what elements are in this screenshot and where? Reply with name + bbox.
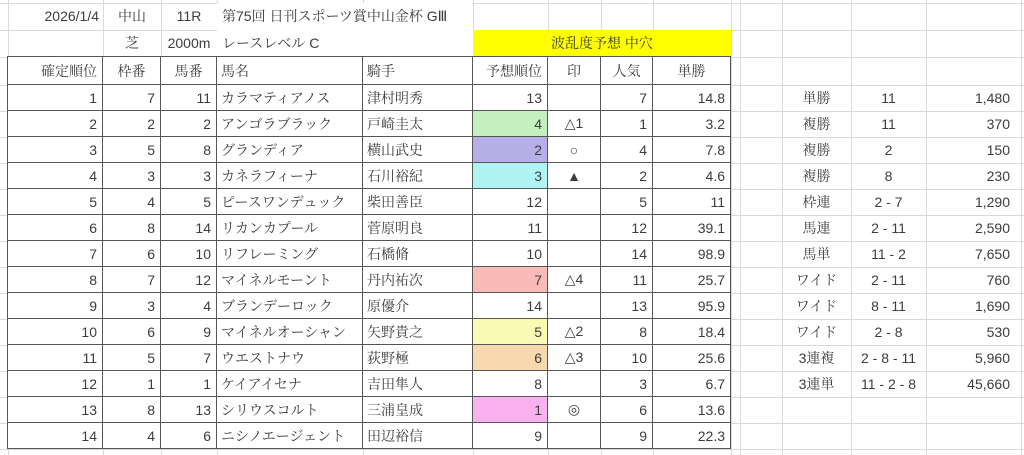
cell-jockey[interactable]: 戸崎圭太 (363, 111, 473, 137)
cell-horse-name[interactable]: ケイアイセナ (217, 371, 363, 397)
payout-amount-cell[interactable]: 5,960 (974, 350, 1010, 366)
cell-predicted-rank[interactable]: 10 (473, 241, 548, 267)
payout-amount-cell[interactable]: 1,480 (974, 90, 1010, 106)
column-header-popularity[interactable]: 人気 (601, 57, 653, 85)
cell-predicted-rank[interactable]: 6 (473, 345, 548, 371)
cell-mark[interactable]: ○ (548, 137, 601, 163)
cell-popularity[interactable]: 1 (601, 111, 653, 137)
cell-predicted-rank[interactable]: 1 (473, 397, 548, 423)
cell-mark[interactable] (548, 85, 601, 111)
results-table (7, 56, 731, 449)
surface-cell[interactable]: 芝 (125, 35, 139, 51)
prediction-banner[interactable]: 波乱度予想 中穴 (473, 30, 731, 57)
distance-cell[interactable]: 2000m (167, 35, 211, 51)
cell-mark[interactable]: △3 (548, 345, 601, 371)
grid-vline (740, 0, 741, 455)
cell-mark[interactable]: △2 (548, 319, 601, 345)
cell-jockey[interactable]: 矢野貴之 (363, 319, 473, 345)
payout-type-cell[interactable]: 3連単 (798, 376, 835, 392)
cell-horse-name[interactable]: シリウスコルト (217, 397, 363, 423)
payout-amount-cell[interactable]: 760 (986, 272, 1010, 288)
payout-amount-cell[interactable]: 370 (986, 116, 1010, 132)
payout-type-cell[interactable]: 3連複 (798, 350, 835, 366)
cell-popularity[interactable]: 2 (601, 163, 653, 189)
payout-type-cell[interactable]: ワイド (795, 324, 838, 340)
cell-jockey[interactable]: 丹内祐次 (363, 267, 473, 293)
cell-horse-number[interactable]: 2 (161, 111, 217, 137)
cell-horse-number[interactable]: 11 (161, 85, 217, 111)
cell-predicted-rank[interactable]: 7 (473, 267, 548, 293)
cell-horse-number[interactable]: 9 (161, 319, 217, 345)
race-number-cell[interactable]: 11R (176, 8, 202, 24)
cell-mark[interactable] (548, 241, 601, 267)
cell-win-odds[interactable]: 18.4 (653, 319, 731, 345)
cell-mark[interactable] (548, 293, 601, 319)
payout-type-cell[interactable]: 馬連 (802, 220, 831, 236)
column-header-horse-number[interactable]: 馬番 (161, 57, 217, 85)
payout-combo-cell[interactable]: 2 - 8 (874, 324, 903, 340)
cell-predicted-rank[interactable]: 4 (473, 111, 548, 137)
payout-type-cell[interactable]: 複勝 (802, 168, 831, 184)
cell-jockey[interactable]: 石川裕紀 (363, 163, 473, 189)
cell-mark[interactable] (548, 215, 601, 241)
track-name-cell[interactable]: 中山 (118, 8, 146, 24)
payout-combo-cell[interactable]: 2 (884, 142, 893, 158)
column-header-jockey[interactable]: 騎手 (363, 57, 473, 85)
cell-horse-number[interactable]: 8 (161, 137, 217, 163)
cell-frame-number[interactable]: 6 (103, 241, 161, 267)
cell-frame-number[interactable]: 7 (103, 267, 161, 293)
cell-jockey[interactable]: 津村明秀 (363, 85, 473, 111)
cell-finish-position[interactable]: 1 (8, 85, 103, 111)
cell-predicted-rank[interactable]: 2 (473, 137, 548, 163)
payout-type-cell[interactable]: 枠連 (802, 194, 831, 210)
cell-predicted-rank[interactable]: 13 (473, 85, 548, 111)
cell-frame-number[interactable]: 3 (103, 293, 161, 319)
cell-finish-position[interactable]: 5 (8, 189, 103, 215)
cell-finish-position[interactable]: 10 (8, 319, 103, 345)
cell-predicted-rank[interactable]: 3 (473, 163, 548, 189)
payout-combo-cell[interactable]: 11 - 2 (871, 246, 906, 262)
grid-vline (1021, 0, 1022, 455)
cell-popularity[interactable]: 4 (601, 137, 653, 163)
cell-popularity[interactable]: 12 (601, 215, 653, 241)
cell-popularity[interactable]: 13 (601, 293, 653, 319)
cell-win-odds[interactable]: 95.9 (653, 293, 731, 319)
cell-win-odds[interactable]: 4.6 (653, 163, 731, 189)
cell-popularity[interactable]: 8 (601, 319, 653, 345)
cell-win-odds[interactable]: 39.1 (653, 215, 731, 241)
cell-popularity[interactable]: 10 (601, 345, 653, 371)
cell-horse-name[interactable]: グランディア (217, 137, 363, 163)
cell-popularity[interactable]: 7 (601, 85, 653, 111)
cell-frame-number[interactable]: 4 (103, 189, 161, 215)
cell-predicted-rank[interactable]: 12 (473, 189, 548, 215)
cell-horse-name[interactable]: マイネルモーント (217, 267, 363, 293)
cell-horse-name[interactable]: アンゴラブラック (217, 111, 363, 137)
cell-jockey[interactable]: 荻野極 (363, 345, 473, 371)
cell-predicted-rank[interactable]: 11 (473, 215, 548, 241)
cell-mark[interactable] (548, 371, 601, 397)
cell-frame-number[interactable]: 7 (103, 85, 161, 111)
payout-combo-cell[interactable]: 8 - 11 (871, 298, 906, 314)
cell-frame-number[interactable]: 1 (103, 371, 161, 397)
payout-combo-cell[interactable]: 8 (884, 168, 893, 184)
cell-win-odds[interactable]: 14.8 (653, 85, 731, 111)
cell-frame-number[interactable]: 3 (103, 163, 161, 189)
race-level-cell[interactable]: レースレベル C (217, 30, 473, 57)
payout-amount-cell[interactable]: 530 (986, 324, 1010, 340)
cell-horse-number[interactable]: 12 (161, 267, 217, 293)
cell-jockey[interactable]: 菅原明良 (363, 215, 473, 241)
cell-finish-position[interactable]: 12 (8, 371, 103, 397)
payout-type-cell[interactable]: 複勝 (802, 142, 831, 158)
payout-amount-cell[interactable]: 45,660 (967, 376, 1010, 392)
cell-mark[interactable]: ▲ (548, 163, 601, 189)
cell-win-odds[interactable]: 25.7 (653, 267, 731, 293)
payout-type-cell[interactable]: ワイド (795, 298, 838, 314)
cell-frame-number[interactable]: 5 (103, 345, 161, 371)
payout-combo-cell[interactable]: 2 - 11 (871, 272, 906, 288)
cell-horse-name[interactable]: リフレーミング (217, 241, 363, 267)
cell-popularity[interactable]: 9 (601, 423, 653, 449)
cell-horse-number[interactable]: 7 (161, 345, 217, 371)
cell-finish-position[interactable]: 14 (8, 423, 103, 449)
cell-horse-number[interactable]: 14 (161, 215, 217, 241)
payout-combo-cell[interactable]: 2 - 11 (871, 220, 906, 236)
cell-finish-position[interactable]: 6 (8, 215, 103, 241)
cell-finish-position[interactable]: 9 (8, 293, 103, 319)
payout-combo-cell[interactable]: 11 - 2 - 8 (861, 376, 916, 392)
grid-vline (731, 0, 732, 455)
payout-amount-cell[interactable]: 1,290 (974, 194, 1010, 210)
cell-horse-number[interactable]: 10 (161, 241, 217, 267)
cell-predicted-rank[interactable]: 8 (473, 371, 548, 397)
cell-win-odds[interactable]: 13.6 (653, 397, 731, 423)
cell-win-odds[interactable]: 3.2 (653, 111, 731, 137)
cell-popularity[interactable]: 11 (601, 267, 653, 293)
cell-finish-position[interactable]: 2 (8, 111, 103, 137)
cell-horse-name[interactable]: ウエストナウ (217, 345, 363, 371)
cell-frame-number[interactable]: 6 (103, 319, 161, 345)
payout-type-cell[interactable]: ワイド (795, 272, 838, 288)
cell-horse-name[interactable]: マイネルオーシャン (217, 319, 363, 345)
cell-horse-number[interactable]: 6 (161, 423, 217, 449)
payout-combo-cell[interactable]: 2 - 7 (874, 194, 903, 210)
cell-jockey[interactable]: 原優介 (363, 293, 473, 319)
payout-combo-cell[interactable]: 11 (881, 90, 896, 106)
cell-popularity[interactable]: 5 (601, 189, 653, 215)
payout-amount-cell[interactable]: 2,590 (974, 220, 1010, 236)
cell-horse-name[interactable]: カネラフィーナ (217, 163, 363, 189)
cell-frame-number[interactable]: 8 (103, 397, 161, 423)
cell-finish-position[interactable]: 3 (8, 137, 103, 163)
cell-finish-position[interactable]: 11 (8, 345, 103, 371)
cell-mark[interactable]: △4 (548, 267, 601, 293)
cell-frame-number[interactable]: 4 (103, 423, 161, 449)
cell-mark[interactable] (548, 189, 601, 215)
column-header-mark[interactable]: 印 (548, 57, 601, 85)
cell-finish-position[interactable]: 4 (8, 163, 103, 189)
payout-amount-cell[interactable]: 7,650 (974, 246, 1010, 262)
cell-popularity[interactable]: 14 (601, 241, 653, 267)
payout-combo-cell[interactable]: 11 (881, 116, 896, 132)
cell-popularity[interactable]: 3 (601, 371, 653, 397)
cell-win-odds[interactable]: 25.6 (653, 345, 731, 371)
payout-amount-cell[interactable]: 150 (986, 142, 1010, 158)
cell-horse-name[interactable]: ブランデーロック (217, 293, 363, 319)
cell-horse-name[interactable]: ニシノエージェント (217, 423, 363, 449)
column-header-horse-name[interactable]: 馬名 (217, 57, 363, 85)
cell-jockey[interactable]: 柴田善臣 (363, 189, 473, 215)
cell-finish-position[interactable]: 13 (8, 397, 103, 423)
cell-jockey[interactable]: 吉田隼人 (363, 371, 473, 397)
cell-predicted-rank[interactable]: 9 (473, 423, 548, 449)
payout-type-cell[interactable]: 単勝 (802, 90, 831, 106)
cell-win-odds[interactable]: 11 (653, 189, 731, 215)
cell-win-odds[interactable]: 7.8 (653, 137, 731, 163)
cell-jockey[interactable]: 横山武史 (363, 137, 473, 163)
cell-horse-name[interactable]: ピースワンデュック (217, 189, 363, 215)
cell-frame-number[interactable]: 5 (103, 137, 161, 163)
column-header-finish-position[interactable]: 確定順位 (8, 57, 103, 85)
race-title-cell[interactable]: 第75回 日刊スポーツ賞中山金杯 GⅢ (217, 3, 473, 30)
grid-hline (0, 449, 1024, 450)
cell-win-odds[interactable]: 22.3 (653, 423, 731, 449)
race-date-cell[interactable]: 2026/1/4 (44, 8, 99, 24)
cell-finish-position[interactable]: 8 (8, 267, 103, 293)
cell-predicted-rank[interactable]: 5 (473, 319, 548, 345)
cell-horse-number[interactable]: 3 (161, 163, 217, 189)
cell-predicted-rank[interactable]: 14 (473, 293, 548, 319)
payout-type-cell[interactable]: 馬単 (802, 246, 831, 262)
cell-horse-number[interactable]: 4 (161, 293, 217, 319)
cell-popularity[interactable]: 6 (601, 397, 653, 423)
payout-type-cell[interactable]: 複勝 (802, 116, 831, 132)
column-header-frame-number[interactable]: 枠番 (103, 57, 161, 85)
cell-jockey[interactable]: 三浦皇成 (363, 397, 473, 423)
payout-amount-cell[interactable]: 1,690 (974, 298, 1010, 314)
cell-finish-position[interactable]: 7 (8, 241, 103, 267)
cell-win-odds[interactable]: 98.9 (653, 241, 731, 267)
cell-mark[interactable] (548, 423, 601, 449)
cell-mark[interactable]: △1 (548, 111, 601, 137)
cell-jockey[interactable]: 石橋脩 (363, 241, 473, 267)
column-header-predicted-rank[interactable]: 予想順位 (473, 57, 548, 85)
cell-horse-name[interactable]: カラマティアノス (217, 85, 363, 111)
cell-mark[interactable]: ◎ (548, 397, 601, 423)
payout-amount-cell[interactable]: 230 (986, 168, 1010, 184)
cell-frame-number[interactable]: 2 (103, 111, 161, 137)
cell-horse-number[interactable]: 5 (161, 189, 217, 215)
cell-horse-number[interactable]: 1 (161, 371, 217, 397)
cell-horse-number[interactable]: 13 (161, 397, 217, 423)
payout-combo-cell[interactable]: 2 - 8 - 11 (861, 350, 916, 366)
cell-frame-number[interactable]: 8 (103, 215, 161, 241)
cell-jockey[interactable]: 田辺裕信 (363, 423, 473, 449)
cell-horse-name[interactable]: リカンカプール (217, 215, 363, 241)
column-header-win-odds[interactable]: 単勝 (653, 57, 731, 85)
cell-win-odds[interactable]: 6.7 (653, 371, 731, 397)
